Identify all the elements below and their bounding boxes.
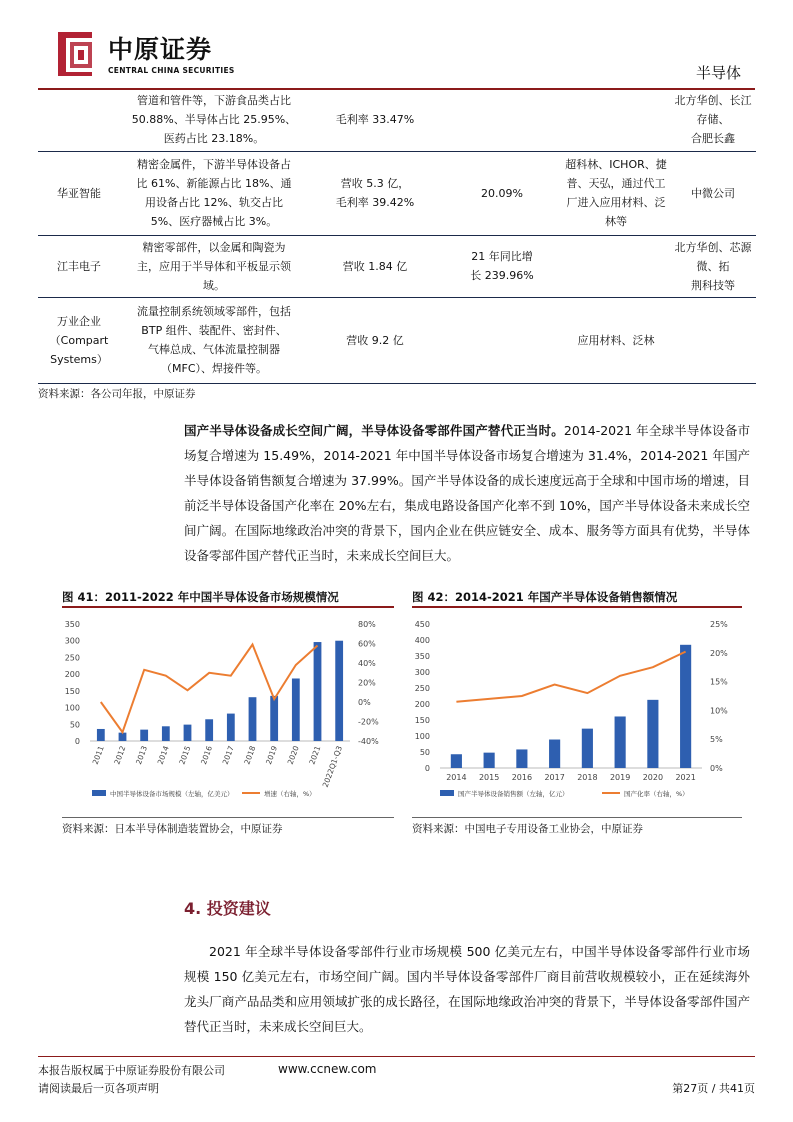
- cell-line: 营收 9.2 亿: [346, 333, 404, 347]
- cell-line: 厂进入应用材料、泛: [566, 196, 666, 209]
- cell-line: 中微公司: [691, 186, 735, 200]
- bar-mark: [270, 696, 278, 741]
- left-axis-tick: 350: [64, 620, 80, 629]
- bar-mark: [549, 740, 560, 768]
- right-axis-tick: 10%: [710, 706, 728, 716]
- cell-line: 管道和管件等，下游食品类占比: [137, 94, 291, 108]
- left-axis-tick: 50: [419, 748, 430, 757]
- left-axis-tick: 200: [64, 670, 80, 680]
- cell-line: BTP 组件、装配件、密封件、: [141, 324, 287, 337]
- x-axis-tick: 2019: [264, 744, 280, 766]
- x-axis-tick: 2018: [242, 744, 258, 766]
- figure42-title: 图 42：2014-2021 年国产半导体设备销售额情况: [412, 590, 678, 604]
- x-axis-tick: 2014: [155, 744, 171, 766]
- table-cell-revenue: [308, 151, 442, 235]
- right-axis-tick: 0%: [358, 698, 371, 707]
- bar-mark: [249, 697, 257, 741]
- table-source: 资料来源：各公司年报，中原证券: [38, 388, 196, 400]
- footer-page-number: 第27页 / 共41页: [672, 1082, 755, 1095]
- bar-mark: [162, 726, 170, 741]
- left-axis-tick: 100: [414, 732, 430, 741]
- section-heading-investment: 4. 投资建议: [184, 899, 271, 918]
- paragraph-market-growth: [184, 418, 750, 568]
- table-row: [38, 151, 756, 235]
- cell-line: 普、天弘，通过代工: [566, 177, 666, 190]
- right-axis-tick: 60%: [358, 639, 376, 649]
- legend-label-bar: 中国半导体设备市场规模（左轴，亿美元）: [110, 790, 234, 798]
- table-cell-peers: [562, 151, 670, 235]
- cell-line: 医药占比 23.18%。: [163, 132, 265, 146]
- figure41-title: 图 41：2011-2022 年中国半导体设备市场规模情况: [62, 590, 339, 604]
- left-axis-tick: 350: [414, 652, 430, 661]
- figure41-source: 资料来源：日本半导体制造装置协会，中原证券: [62, 823, 283, 835]
- cell-line: 荆科技等: [691, 278, 735, 292]
- bar-mark: [97, 729, 105, 741]
- legend-label-line: 增速（右轴，%）: [264, 790, 316, 798]
- table-row: [38, 235, 756, 297]
- right-axis-tick: 15%: [710, 677, 728, 687]
- left-axis-tick: 150: [64, 686, 80, 696]
- bar-mark: [292, 678, 300, 741]
- bar-mark: [484, 753, 495, 768]
- left-axis-tick: 100: [64, 703, 80, 713]
- x-axis-tick: 2020: [642, 773, 664, 782]
- bar-mark: [647, 700, 658, 768]
- cell-line: 5%、医疗器械占比 3%。: [150, 215, 278, 228]
- cell-line: 华亚智能: [57, 186, 101, 200]
- x-axis-tick: 2017: [544, 773, 565, 782]
- cell-line: 主，应用于半导体和平板显示领: [137, 259, 291, 273]
- company-name-en: CENTRAL CHINA SECURITIES: [108, 66, 235, 75]
- right-axis-tick: 0%: [710, 764, 723, 773]
- footer-website[interactable]: www.ccnew.com: [278, 1062, 377, 1076]
- cell-line: 毛利率 39.42%: [335, 196, 415, 209]
- cell-line: 合肥长鑫: [691, 132, 735, 146]
- bar-mark: [516, 749, 527, 768]
- bar-mark: [680, 645, 691, 768]
- cell-line: 流量控制系统领域零部件，包括: [137, 305, 291, 318]
- bar-mark: [140, 730, 148, 741]
- cell-line: 江丰电子: [57, 259, 101, 273]
- table-cell-company: [38, 297, 120, 383]
- cell-line: （MFC）、焊接件等。: [161, 362, 267, 375]
- table-cell-growth: [442, 89, 562, 151]
- table-cell-peers: [562, 297, 670, 383]
- bar-mark: [582, 729, 593, 768]
- right-axis-tick: 40%: [358, 659, 376, 668]
- cell-line: 应用材料、泛林: [577, 333, 655, 347]
- left-axis-tick: 400: [414, 636, 430, 645]
- x-axis-tick: 2019: [609, 773, 631, 782]
- x-axis-tick: 2011: [90, 744, 106, 766]
- cell-line: 长 239.96%: [470, 269, 534, 282]
- figure41-rule: [62, 606, 394, 608]
- left-axis-tick: 300: [64, 636, 80, 646]
- cell-line: （Compart: [49, 333, 109, 347]
- cell-line: 营收 1.84 亿: [342, 259, 408, 273]
- left-axis-tick: 300: [414, 668, 430, 677]
- x-axis-tick: 2015: [478, 773, 500, 782]
- figure41-chart: [62, 610, 394, 815]
- line-series: [456, 652, 685, 702]
- table-cell-customers: [670, 151, 756, 235]
- table-cell-revenue: [308, 297, 442, 383]
- table-cell-company: [38, 89, 120, 151]
- cell-line: Systems）: [50, 352, 108, 366]
- cell-line: 万业企业: [57, 314, 101, 328]
- x-axis-tick: 2021: [307, 744, 323, 766]
- right-axis-tick: 20%: [358, 678, 376, 688]
- paragraph-bold-lead: 国产半导体设备成长空间广阔，半导体设备零部件国产替代正当时。: [184, 423, 564, 438]
- x-axis-tick: 2015: [177, 744, 193, 766]
- right-axis-tick: 5%: [710, 735, 723, 745]
- footer-divider: [38, 1056, 755, 1057]
- legend-label-bar: 国产半导体设备销售额（左轴，亿元）: [458, 790, 569, 798]
- bar-mark: [314, 642, 322, 741]
- left-axis-tick: 0: [74, 737, 80, 746]
- cell-line: 营收 5.3 亿，: [340, 177, 410, 190]
- table-cell-revenue: [308, 235, 442, 297]
- table-cell-company: [38, 151, 120, 235]
- table-row: [38, 297, 756, 383]
- paragraph-body: 2014-2021 年全球半导体设备市场复合增速为 15.49%，2014-2021 年中国半导体设备市场复合增速为 31.4%，2014-2021 年国产半导体设备销售额复合增速为 37.99%。国产半导体设备的成长速度远高于全球和中国市场的增速，目前泛半导体设备国产化率在 20%左右，集成电路设备国产化率不到 10%，国产半导体设备未来成长空间广阔。在国际地缘政治冲突的背景下，国内企业在供应链安全、成本、服务等方面具有优势，半导体设备零部件国产替代正当时，未来成长空间巨大。: [184, 423, 750, 563]
- report-section-title: 半导体: [695, 64, 741, 82]
- company-comparison-table: [38, 89, 756, 384]
- bar-mark: [615, 716, 626, 768]
- cell-line: 超科林、ICHOR、捷: [565, 158, 667, 171]
- table-cell-growth: [442, 235, 562, 297]
- table-cell-growth: [442, 297, 562, 383]
- cell-line: 比 61%、新能源占比 18%、通: [136, 177, 292, 190]
- table-cell-revenue: [308, 89, 442, 151]
- table-cell-business: [120, 235, 308, 297]
- left-axis-tick: 0: [424, 764, 430, 773]
- right-axis-tick: 25%: [710, 620, 728, 629]
- left-axis-tick: 450: [414, 620, 430, 629]
- cell-line: 林等: [605, 215, 627, 228]
- bar-mark: [184, 725, 192, 741]
- x-axis-tick: 2020: [285, 744, 301, 766]
- x-axis-tick: 2014: [446, 773, 467, 782]
- table-cell-peers: [562, 89, 670, 151]
- left-axis-tick: 150: [414, 716, 430, 725]
- company-name-cn: 中原证券: [108, 35, 213, 64]
- x-axis-tick: 2021: [675, 773, 696, 782]
- cell-line: 北方华创、长江存储、: [674, 94, 752, 127]
- bar-mark: [335, 641, 343, 741]
- cell-line: 域。: [203, 278, 225, 292]
- table-cell-growth: [442, 151, 562, 235]
- x-axis-tick: 2013: [134, 744, 150, 766]
- right-axis-tick: 80%: [358, 620, 376, 629]
- left-axis-tick: 250: [64, 653, 80, 663]
- cell-line: 用设备占比 12%、轨交占比: [145, 196, 283, 209]
- table-cell-business: [120, 151, 308, 235]
- figure42-rule: [412, 606, 742, 608]
- cell-line: 精密零部件，以金属和陶瓷为: [142, 240, 286, 254]
- bar-mark: [205, 719, 213, 741]
- bar-mark: [227, 714, 235, 741]
- left-axis-tick: 250: [414, 684, 430, 693]
- table-row: [38, 89, 756, 151]
- cell-line: 20.09%: [481, 186, 523, 200]
- figure41-source-rule: [62, 817, 394, 818]
- cell-line: 21 年同比增: [471, 250, 533, 263]
- legend-label-line: 国产化率（右轴，%）: [624, 790, 689, 798]
- table-cell-customers: [670, 89, 756, 151]
- table-cell-customers: [670, 297, 756, 383]
- x-axis-tick: 2012: [112, 744, 128, 766]
- figure42-chart: [412, 610, 742, 815]
- cell-line: 毛利率 33.47%: [335, 113, 415, 127]
- footer-disclaimer: 请阅读最后一页各项声明: [38, 1082, 159, 1095]
- cell-line: 50.88%、半导体占比 25.95%、: [131, 113, 297, 127]
- cell-line: 北方华创、芯源微、拓: [674, 240, 752, 273]
- table-cell-peers: [562, 235, 670, 297]
- figure42-source: 资料来源：中国电子专用设备工业协会，中原证券: [412, 823, 643, 835]
- left-axis-tick: 50: [69, 720, 80, 730]
- company-logo: [52, 28, 98, 78]
- x-axis-tick: 2016: [511, 773, 533, 782]
- table-cell-customers: [670, 235, 756, 297]
- table-cell-company: [38, 235, 120, 297]
- x-axis-tick: 2018: [577, 773, 598, 782]
- cell-line: 精密金属件，下游半导体设备占: [137, 158, 291, 171]
- right-axis-tick: -40%: [358, 737, 379, 746]
- line-series: [101, 645, 318, 733]
- x-axis-tick: 2022Q1-Q3: [320, 744, 345, 789]
- paragraph-investment: 2021 年全球半导体设备零部件行业市场规模 500 亿美元左右，中国半导体设备零部件行业市场规模 150 亿美元左右，市场空间广阔。国内半导体设备零部件厂商目前营收规模较小，正在延续海外龙头厂商产品品类和应用领域扩张的成长路径，在国际地缘政治冲突的背景下，半导体设备零部件国产替代正当时，未来成长空间巨大。: [184, 944, 750, 1034]
- right-axis-tick: 20%: [710, 648, 728, 658]
- x-axis-tick: 2016: [199, 744, 215, 766]
- legend-swatch-bar: [92, 790, 106, 796]
- x-axis-tick: 2017: [220, 744, 236, 766]
- table-cell-business: [120, 89, 308, 151]
- figure42-source-rule: [412, 817, 742, 818]
- legend-swatch-bar: [440, 790, 454, 796]
- right-axis-tick: -20%: [358, 717, 379, 727]
- table-cell-business: [120, 297, 308, 383]
- left-axis-tick: 200: [414, 700, 430, 709]
- bar-mark: [451, 754, 462, 768]
- footer-copyright: 本报告版权属于中原证券股份有限公司: [38, 1064, 225, 1077]
- cell-line: 气棒总成、气体流量控制器: [148, 343, 280, 356]
